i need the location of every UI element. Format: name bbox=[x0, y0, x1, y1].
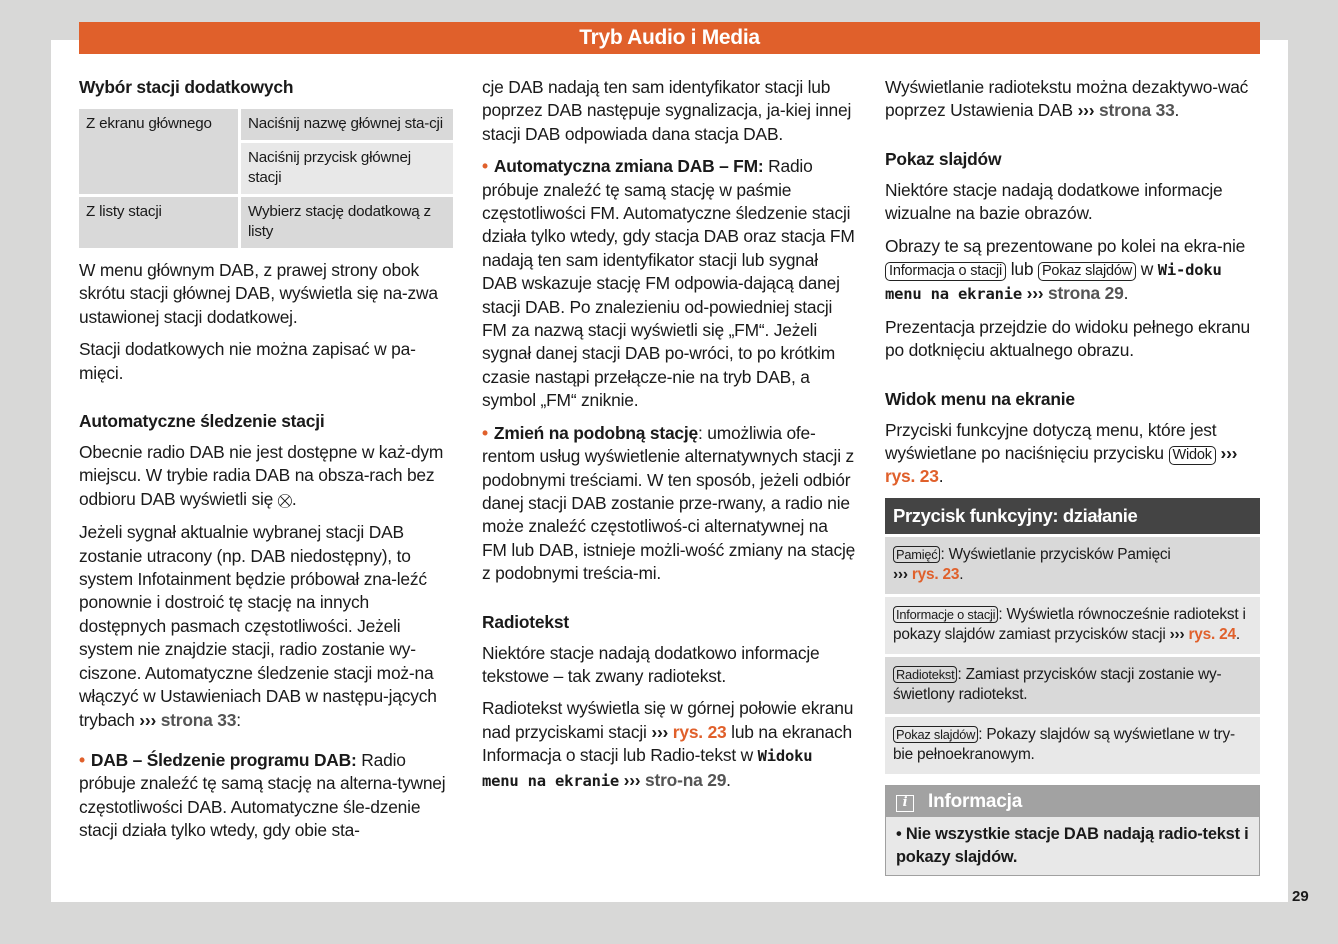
paragraph: Obecnie radio DAB nie jest dostępne w każ-dym miejscu. W trybie radia DAB na obsza-rach bez odbioru DAB wyświetli się ⛒. bbox=[79, 442, 444, 509]
paragraph: Jeżeli sygnał aktualnie wybranej stacji DAB zostanie utracony (np. DAB niedostępny), to system Infotainment będzie próbował zna-leźć ponownie i dostroić tę stację na innych dostępnych pasmach częstotliwości. Jeżeli system nie znajdzie stacji, radio zostanie wy-ciszone. Automatyczne śledzenie stacji moż-na włączyć w Ustawieniach DAB w następu-jących trybach ››› strona 33: bbox=[79, 522, 437, 730]
page-reference-link[interactable]: strona 29 bbox=[1048, 283, 1124, 304]
key-slideshow: Pokaz slajdów bbox=[1038, 262, 1136, 281]
station-selection-table bbox=[76, 106, 456, 251]
paragraph: Radiotekst wyświetla się w górnej połowie ekranu nad przyciskami stacji ››› rys. 23 lub na ekranach Informacja o stacji lub Radio-tekst w Widoku menu na ekranie ››› stro-na 29. bbox=[482, 698, 854, 790]
key-slideshow: Pokaz slajdów bbox=[893, 726, 978, 743]
cross-reference-arrows-icon: ››› bbox=[623, 769, 641, 790]
column-3 bbox=[885, 76, 1260, 876]
paragraph: cje DAB nadają ten sam identyfikator stacji lub poprzez DAB następuje sygnalizacja, ja-kiej innej stacji DAB odpowiada dana stacja DAB. bbox=[482, 77, 852, 144]
table-cell: Naciśnij nazwę głównej sta-cji bbox=[241, 109, 453, 140]
paragraph: Wyświetlanie radiotekstu można dezaktywo-wać poprzez Ustawienia DAB ››› strona 33. bbox=[885, 77, 1249, 121]
function-row-station-info: Informacje o stacji : Wyświetla równocześnie radiotekst i pokazy slajdów zamiast przycisków stacji ››› rys. 24. bbox=[885, 597, 1260, 654]
menu-name: Widoku menu na ekranie bbox=[482, 747, 813, 790]
function-row-radiotext: Radiotekst : Zamiast przycisków stacji zostanie wy-świetlony radiotekst. bbox=[885, 657, 1260, 714]
key-station-info: Informacja o stacji bbox=[885, 262, 1006, 281]
page-number: 29 bbox=[1292, 888, 1309, 905]
bullet-icon: • bbox=[482, 422, 488, 443]
info-icon: i bbox=[896, 795, 914, 812]
bullet-icon: • bbox=[482, 156, 488, 177]
table-cell: Z ekranu głównego bbox=[79, 109, 238, 194]
key-memory: Pamięć bbox=[893, 546, 940, 563]
function-row-slideshow: Pokaz slajdów : Pokazy slajdów są wyświetlane w try-bie pełnoekranowym. bbox=[885, 717, 1260, 774]
heading-menu-view: Widok menu na ekranie bbox=[885, 388, 1075, 409]
figure-reference-link[interactable]: rys. 23 bbox=[672, 721, 727, 742]
info-box-header: i Informacja bbox=[886, 786, 1259, 817]
cross-reference-arrows-icon: ››› bbox=[1026, 283, 1044, 304]
paragraph: Niektóre stacje nadają dodatkowo informacje tekstowe – tak zwany radiotekst. bbox=[482, 642, 820, 686]
key-station-info: Informacje o stacji bbox=[893, 606, 998, 623]
paragraph: Prezentacja przejdzie do widoku pełnego ekranu po dotknięciu aktualnego obrazu. bbox=[885, 316, 1250, 361]
figure-reference-link[interactable]: rys. 23 bbox=[885, 466, 939, 487]
table-cell: Wybierz stację dodatkową z listy bbox=[241, 197, 453, 248]
list-item: • Automatyczna zmiana DAB – FM: Radio próbuje znaleźć tę samą stację w paśmie częstotliwości FM. Automatyczne śledzenie stacji działa tylko wtedy, gdy stacja DAB oraz stacja FM nadają ten sam identyfikator stacji lub sygnał DAB wskazuje stację FM odpowia-dającą danej stacji DAB. Po znalezieniu od-powiedniej stacji FM za nazwą stacji wyświetli się „FM“. Jeżeli sygnał danej stacji DAB po-wróci, to po krótkim czasie nastąpi przełącze-nie na tryb DAB, a symbol „FM“ zniknie. bbox=[482, 156, 855, 411]
paragraph: W menu głównym DAB, z prawej strony obok skrótu stacji głównej DAB, wyświetla się na-zwa ustawionej stacji dodatkowej. bbox=[79, 260, 438, 327]
heading-additional-stations: Wybór stacji dodatkowych bbox=[79, 77, 294, 97]
info-box bbox=[885, 785, 1260, 876]
page-reference-link[interactable]: stro-na 29 bbox=[645, 769, 727, 790]
heading-slideshow: Pokaz slajdów bbox=[885, 148, 1002, 169]
chapter-banner: Tryb Audio i Media bbox=[79, 22, 1260, 54]
paragraph: Stacji dodatkowych nie można zapisać w pa-mięci. bbox=[79, 339, 416, 383]
cross-reference-arrows-icon: ››› bbox=[139, 709, 157, 730]
no-signal-antenna-icon: ⛒ bbox=[277, 491, 292, 508]
paragraph: Przyciski funkcyjne dotyczą menu, które jest wyświetlane po naciśnięciu przycisku Widok ››› rys. 23. bbox=[885, 419, 1238, 487]
paragraph: Niektóre stacje nadają dodatkowe informacje wizualne na bazie obrazów. bbox=[885, 179, 1223, 224]
table-cell: Naciśnij przycisk głównej stacji bbox=[241, 143, 453, 194]
column-2 bbox=[482, 76, 856, 802]
heading-auto-tracking: Automatyczne śledzenie stacji bbox=[79, 411, 325, 432]
page-reference-link[interactable]: strona 33 bbox=[1099, 100, 1175, 121]
menu-name: Wi-doku menu na ekranie bbox=[885, 261, 1222, 304]
figure-reference-link[interactable]: rys. 24 bbox=[1188, 625, 1236, 643]
cross-reference-arrows-icon: ››› bbox=[651, 721, 669, 742]
table-cell: Z listy stacji bbox=[79, 197, 238, 248]
figure-reference-link[interactable]: rys. 23 bbox=[911, 565, 960, 583]
table-row bbox=[79, 109, 453, 140]
cross-reference-arrows-icon: ››› bbox=[893, 565, 908, 583]
paragraph: Obrazy te są prezentowane po kolei na ekra-nie Informacja o stacji lub Pokaz slajdów w Wi-doku menu na ekranie ››› strona 29. bbox=[885, 235, 1246, 304]
key-radiotext: Radiotekst bbox=[893, 666, 957, 683]
table-row bbox=[79, 197, 453, 248]
function-row-memory: Pamięć : Wyświetlanie przycisków Pamięci ››› rys. 23. bbox=[885, 537, 1260, 594]
list-item: • DAB – Śledzenie programu DAB: Radio próbuje znaleźć tę samą stację na alterna-tywnej częstotliwości DAB. Automatyczne śle-dzenie stacji działa tylko wtedy, gdy obie sta- bbox=[79, 749, 446, 841]
page-reference-link[interactable]: strona 33 bbox=[160, 709, 237, 730]
bullet-icon: • bbox=[79, 749, 85, 770]
list-item: • Zmień na podobną stację: umożliwia ofe-rentom usług wyświetlenie alternatywnych stacji z podobnymi treściami. W ten sposób, jeżeli odbiór danej stacji DAB zostanie prze-rwany, a radio nie może znaleźć częstotliwoś-ci alternatywnej na FM lub DAB, istnieje możli-wość zmiany na stację z podobnymi treścia-mi. bbox=[482, 422, 856, 584]
function-table-heading: Przycisk funkcyjny: działanie bbox=[885, 498, 1260, 534]
info-box-body: • Nie wszystkie stacje DAB nadają radio-tekst i pokazy slajdów. bbox=[886, 817, 1259, 875]
column-1 bbox=[79, 76, 453, 852]
cross-reference-arrows-icon: ››› bbox=[1220, 443, 1238, 464]
cross-reference-arrows-icon: ››› bbox=[1169, 625, 1185, 643]
heading-radiotext: Radiotekst bbox=[482, 611, 569, 632]
key-view: Widok bbox=[1169, 446, 1216, 465]
cross-reference-arrows-icon: ››› bbox=[1077, 100, 1095, 121]
